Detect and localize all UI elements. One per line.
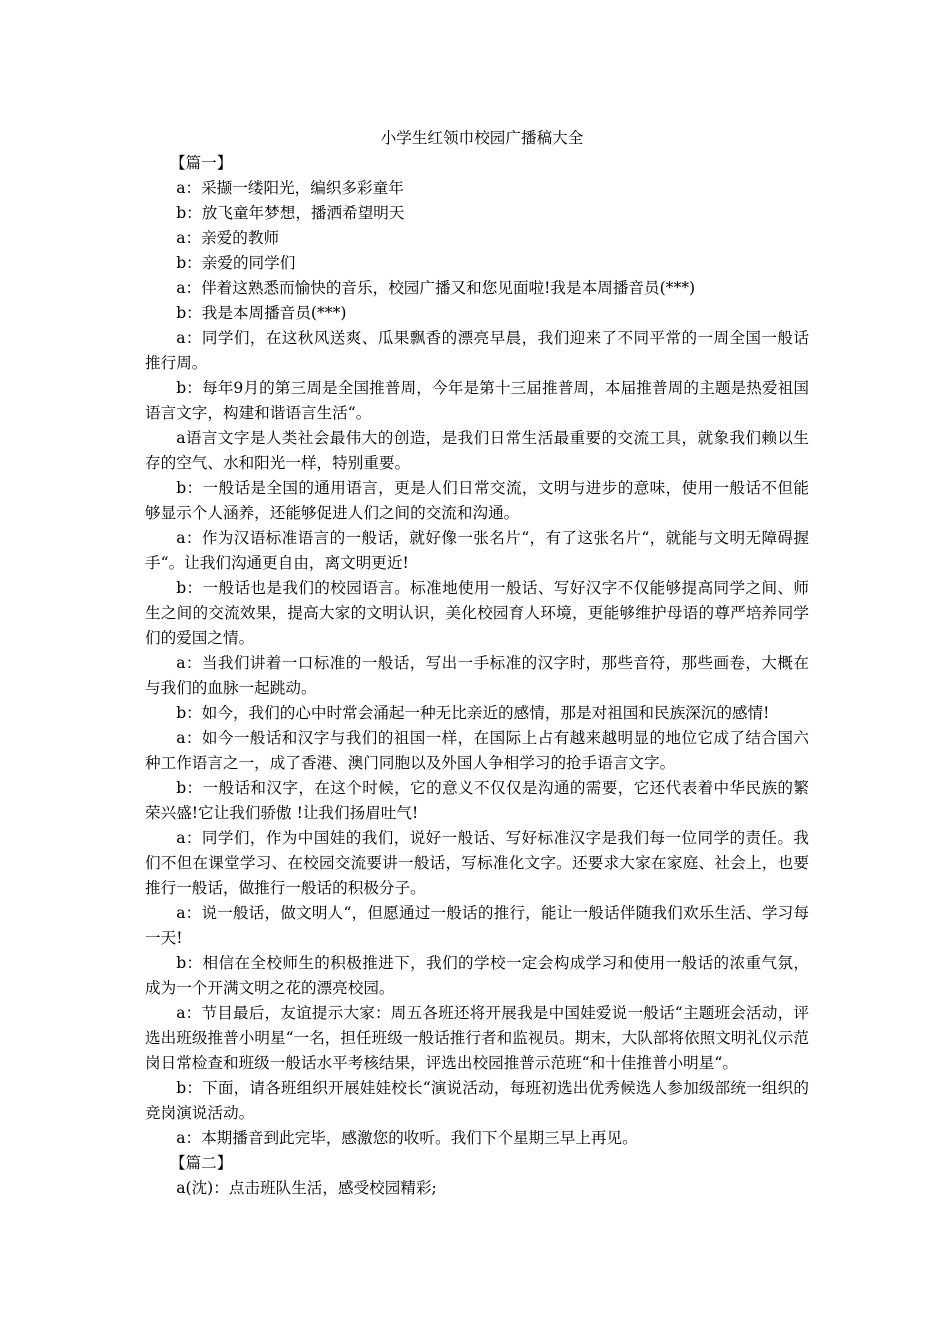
paragraph: a语言文字是人类社会最伟大的创造，是我们日常生活最重要的交流工具，就象我们赖以生存的空气、水和阳光一样，特别重要。 [145, 429, 809, 472]
paragraph: a(沈)：点击班队生活，感受校园精彩; [176, 1179, 437, 1197]
paragraph: a：亲爱的教师 [176, 229, 280, 247]
section-heading: 【篇二】 [169, 1154, 233, 1172]
paragraph: b：相信在全校师生的积极推进下，我们的学校一定会构成学习和使用一般话的浓重气氛，成为一个开满文明之花的漂亮校园。 [145, 954, 809, 997]
document-body [145, 126, 809, 1201]
paragraph: b：下面，请各班组织开展娃娃校长“演说活动，每班初选出优秀候选人参加级部统一组织的竞岗演说活动。 [145, 1079, 809, 1122]
document-title: 小学生红领巾校园广播稿大全 [380, 129, 584, 147]
paragraph: a：作为汉语标准语言的一般话，就好像一张名片“，有了这张名片“，就能与文明无障碍握手“。让我们沟通更自由，离文明更近! [145, 529, 809, 572]
paragraph: a：伴着这熟悉而愉快的音乐，校园广播又和您见面啦!我是本周播音员(***) [176, 279, 696, 297]
paragraph: b：一般话和汉字，在这个时候，它的意义不仅仅是沟通的需要，它还代表着中华民族的繁荣兴盛!它让我们骄傲 !让我们扬眉吐气! [145, 779, 809, 822]
paragraph: a：说一般话，做文明人“，但愿通过一般话的推行，能让一般话伴随我们欢乐生活、学习每一天! [145, 904, 809, 947]
paragraph: a：本期播音到此完毕，感激您的收听。我们下个星期三早上再见。 [176, 1129, 638, 1147]
paragraph: b：我是本周播音员(***) [176, 304, 347, 322]
paragraph: b：亲爱的同学们 [176, 254, 296, 272]
paragraph: a：如今一般话和汉字与我们的祖国一样，在国际上占有越来越明显的地位它成了结合国六种工作语言之一，成了香港、澳门同胞以及外国人争相学习的抢手语言文字。 [145, 729, 809, 772]
paragraph-list [145, 151, 809, 1201]
paragraph: b：如今，我们的心中时常会涌起一种无比亲近的感情，那是对祖国和民族深沉的感情! [176, 704, 770, 722]
paragraph: a：同学们，作为中国娃的我们，说好一般话、写好标准汉字是我们每一位同学的责任。我们不但在课堂学习、在校园交流要讲一般话，写标准化文字。还要求大家在家庭、社会上，也要推行一般话，做推行一般话的积极分子。 [145, 829, 809, 897]
paragraph: a：同学们，在这秋风送爽、瓜果飘香的漂亮早晨，我们迎来了不同平常的一周全国一般话推行周。 [145, 329, 809, 372]
section-heading: 【篇一】 [169, 154, 233, 172]
paragraph: b：一般话也是我们的校园语言。标准地使用一般话、写好汉字不仅能够提高同学之间、师生之间的交流效果，提高大家的文明认识，美化校园育人环境，更能够维护母语的尊严培养同学们的爱国之情。 [145, 579, 809, 647]
paragraph: a：节目最后，友谊提示大家：周五各班还将开展我是中国娃爱说一般话“主题班会活动，评选出班级推普小明星“一名，担任班级一般话推行者和监视员。期末，大队部将依照文明礼仪示范岗日常检查和班级一般话水平考核结果，评选出校园推普示范班“和十佳推普小明星“。 [145, 1004, 809, 1072]
paragraph: a：采撷一缕阳光，编织多彩童年 [176, 179, 404, 197]
paragraph: b：放飞童年梦想，播洒希望明天 [176, 204, 405, 222]
paragraph: b：每年9月的第三周是全国推普周，今年是第十三届推普周，本届推普周的主题是热爱祖国语言文字，构建和谐语言生活“。 [145, 379, 809, 422]
paragraph: b：一般话是全国的通用语言，更是人们日常交流，文明与进步的意味，使用一般话不但能够显示个人涵养，还能够促进人们之间的交流和沟通。 [145, 479, 809, 522]
paragraph: a：当我们讲着一口标准的一般话，写出一手标准的汉字时，那些音符，那些画卷，大概在与我们的血脉一起跳动。 [145, 654, 809, 697]
